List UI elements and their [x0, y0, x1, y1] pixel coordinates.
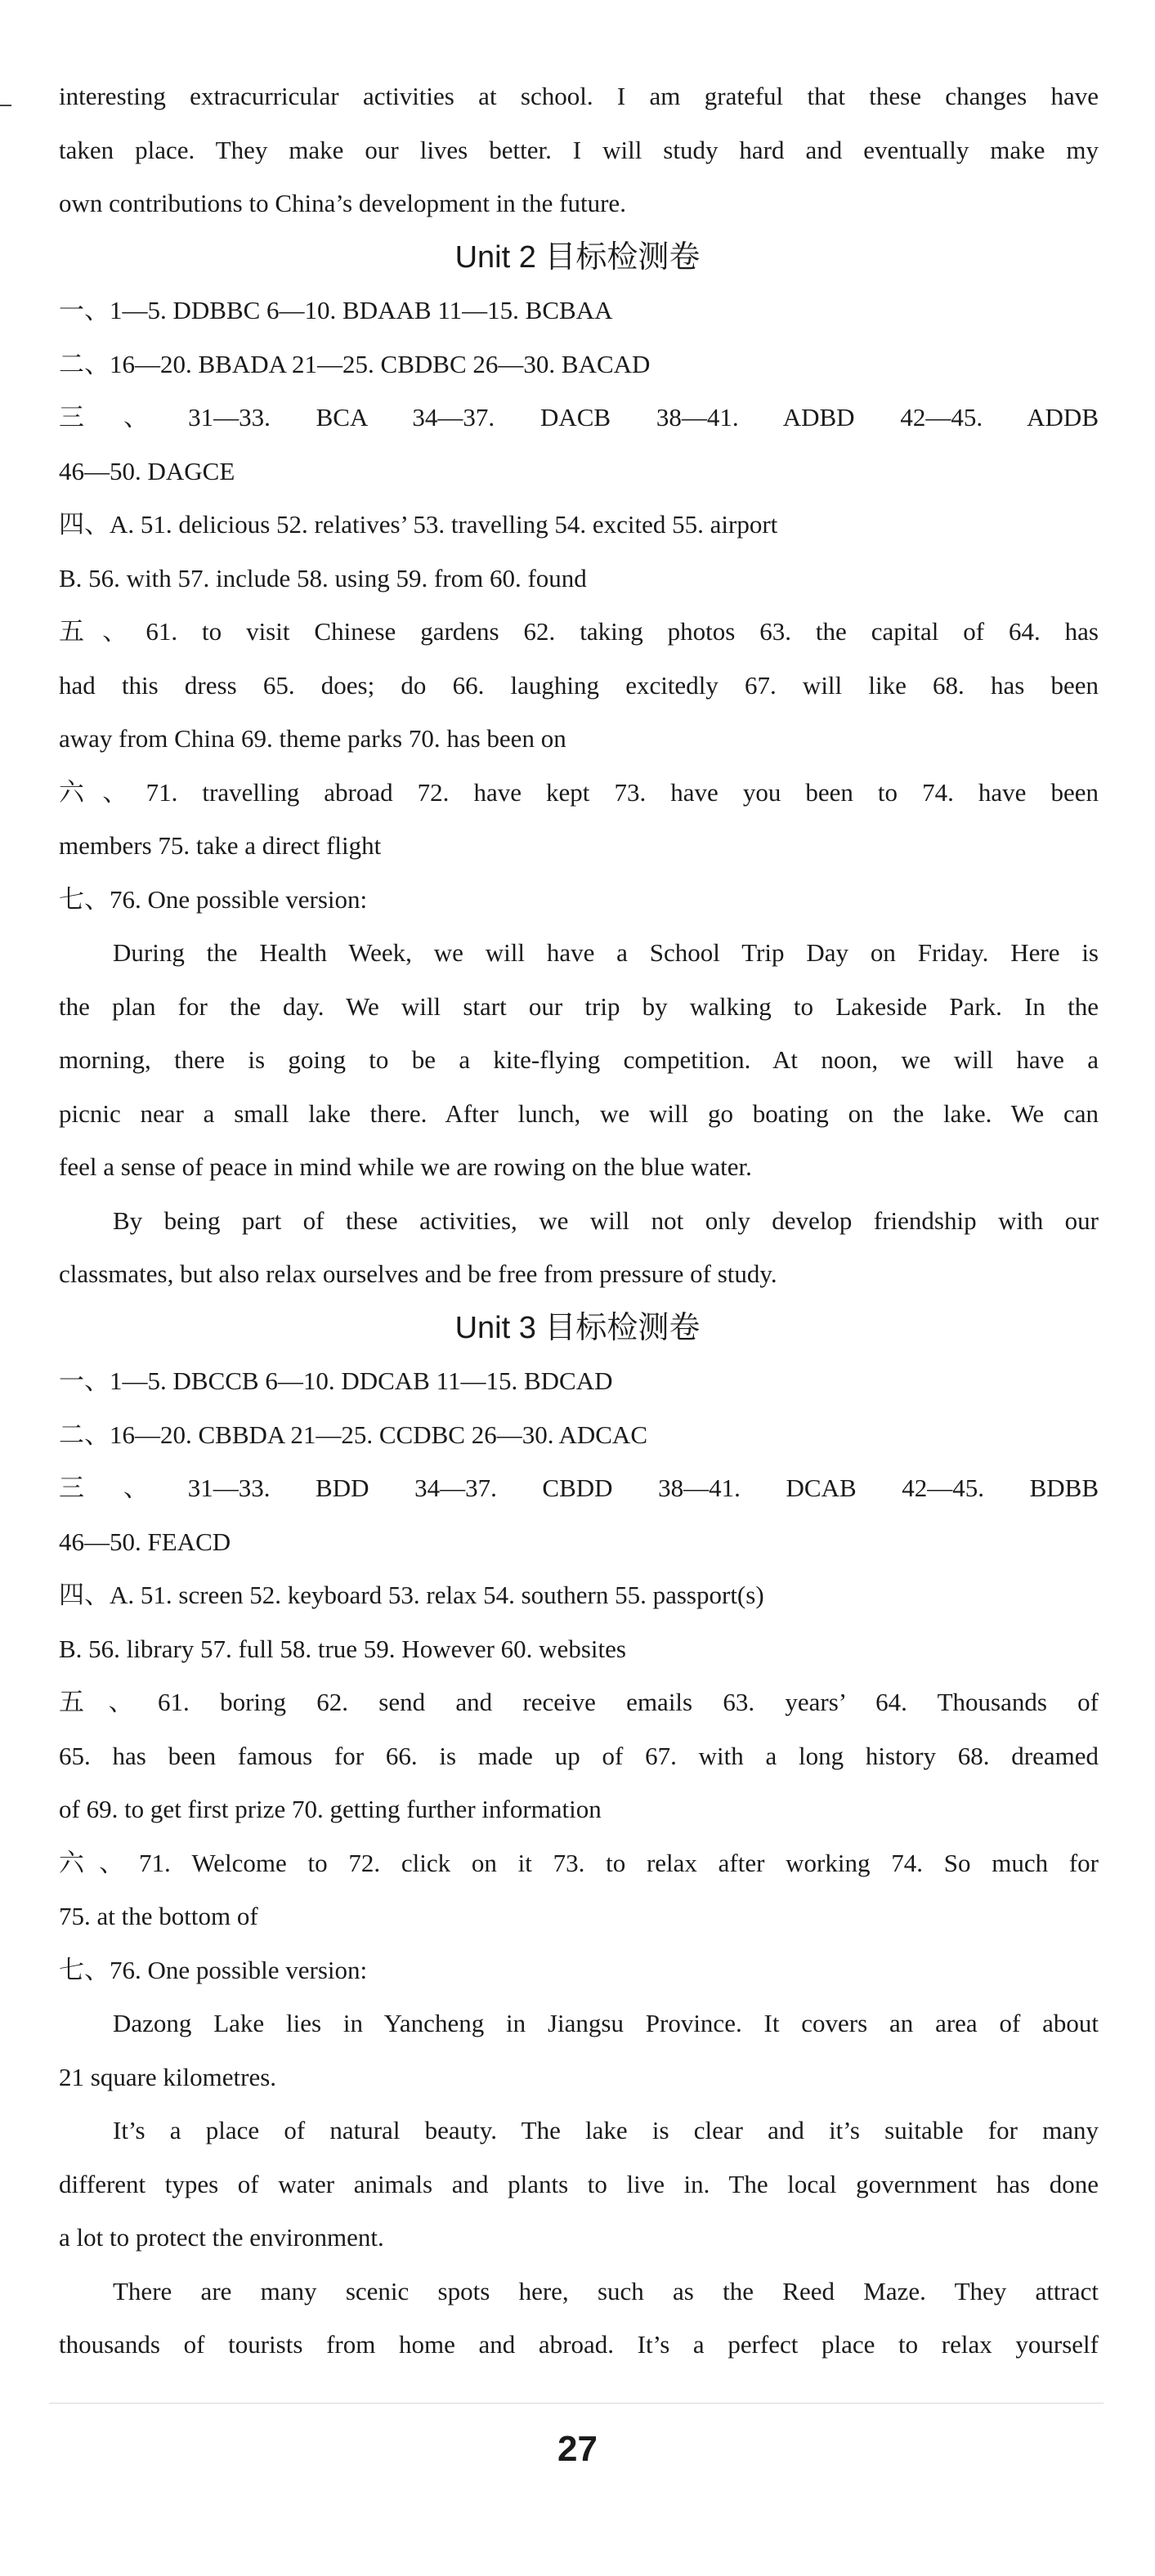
section-heading: Unit 3 目标检测卷 [454, 1311, 701, 1345]
text-line: 五、61. to visit Chinese gardens 62. taking photos 63. the capital of 64. has [59, 617, 1099, 646]
text-line: interesting extracurricular activities at school. I am grateful that these changes have [59, 82, 1099, 110]
section-heading: Unit 2 目标检测卷 [454, 240, 701, 275]
text-line: 46—50. DAGCE [59, 457, 235, 485]
text-line: different types of water animals and plants to live in. The local government has done [59, 2170, 1099, 2198]
text-line: 六、71. Welcome to 72. click on it 73. to relax after working 74. So much for [59, 1849, 1099, 1877]
text-line: During the Health Week, we will have a School Trip Day on Friday. Here is [113, 938, 1099, 967]
text-line: 三、31—33. BDD 34—37. CBDD 38—41. DCAB 42—45. BDBB [59, 1474, 1099, 1502]
text-line: the plan for the day. We will start our trip by walking to Lakeside Park. In the [59, 992, 1099, 1021]
text-line: 四、A. 51. screen 52. keyboard 53. relax 54. southern 55. passport(s) [59, 1581, 764, 1609]
text-line: B. 56. with 57. include 58. using 59. from 60. found [59, 564, 587, 593]
text-line: 七、76. One possible version: [59, 885, 368, 914]
text-line: 21 square kilometres. [59, 2063, 277, 2091]
text-line: morning, there is going to be a kite-flying competition. At noon, we will have a [59, 1045, 1099, 1074]
page-divider [49, 2403, 1104, 2404]
text-line: It’s a place of natural beauty. The lake is clear and it’s suitable for many [113, 2116, 1099, 2144]
text-line: 二、16—20. CBBDA 21—25. CCDBC 26—30. ADCAC [59, 1420, 647, 1449]
text-line: 三、31—33. BCA 34—37. DACB 38—41. ADBD 42—45. ADDB [59, 403, 1099, 432]
page-number: 27 [557, 2429, 598, 2469]
text-line: classmates, but also relax ourselves and be free from pressure of study. [59, 1259, 777, 1288]
text-line: thousands of tourists from home and abroad. It’s a perfect place to relax yourself [59, 2330, 1099, 2359]
text-line: There are many scenic spots here, such as the Reed Maze. They attract [113, 2277, 1099, 2305]
text-line: 一、1—5. DBCCB 6—10. DDCAB 11—15. BDCAD [59, 1366, 613, 1395]
text-line: of 69. to get first prize 70. getting further information [59, 1795, 602, 1823]
text-line: By being part of these activities, we will not only develop friendship with our [113, 1206, 1099, 1235]
text-line: a lot to protect the environment. [59, 2223, 384, 2252]
text-line: had this dress 65. does; do 66. laughing excitedly 67. will like 68. has been [59, 671, 1099, 700]
margin-tick [0, 105, 11, 106]
text-line: 65. has been famous for 66. is made up of 67. with a long history 68. dreamed [59, 1742, 1099, 1770]
text-line: 五、61. boring 62. send and receive emails 63. years’ 64. Thousands of [59, 1688, 1099, 1716]
text-line: Dazong Lake lies in Yancheng in Jiangsu Province. It covers an area of about [113, 2009, 1099, 2037]
text-line: feel a sense of peace in mind while we are rowing on the blue water. [59, 1152, 752, 1181]
text-line: 六、71. travelling abroad 72. have kept 73. have you been to 74. have been [59, 778, 1099, 807]
text-line: 75. at the bottom of [59, 1902, 258, 1930]
text-line: 七、76. One possible version: [59, 1956, 368, 1984]
text-line: picnic near a small lake there. After lunch, we will go boating on the lake. We can [59, 1099, 1099, 1128]
text-line: 一、1—5. DDBBC 6—10. BDAAB 11—15. BCBAA [59, 296, 613, 324]
text-line: away from China 69. theme parks 70. has been on [59, 724, 566, 753]
text-line: 46—50. FEACD [59, 1527, 231, 1556]
text-line: B. 56. library 57. full 58. true 59. However 60. websites [59, 1635, 626, 1663]
text-line: 二、16—20. BBADA 21—25. CBDBC 26—30. BACAD [59, 350, 651, 378]
text-line: members 75. take a direct flight [59, 831, 382, 860]
text-line: taken place. They make our lives better. I will study hard and eventually make my [59, 136, 1099, 164]
text-line: own contributions to China’s development in the future. [59, 189, 626, 217]
text-line: 四、A. 51. delicious 52. relatives’ 53. travelling 54. excited 55. airport [59, 510, 778, 539]
